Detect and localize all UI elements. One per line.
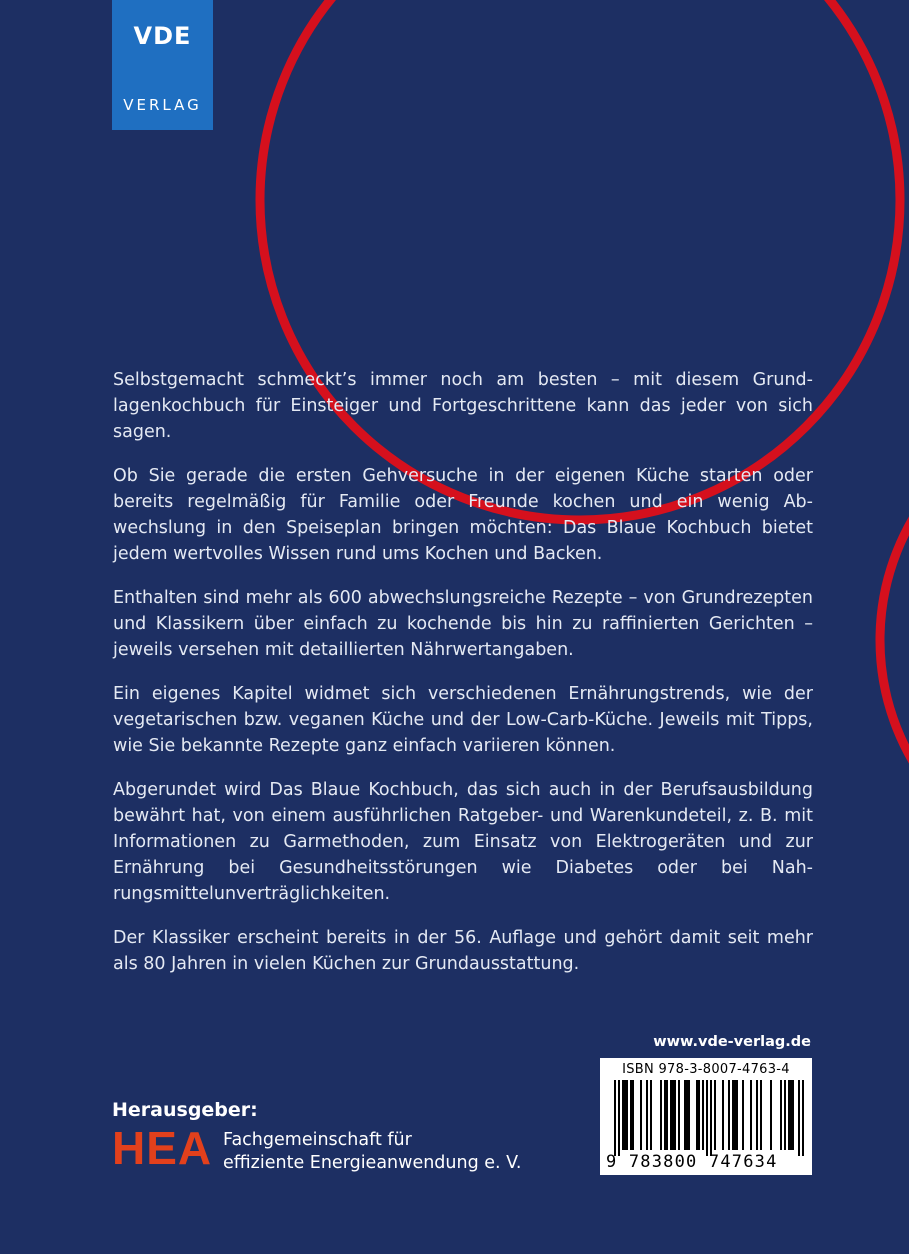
barcode-bar (674, 1080, 676, 1150)
isbn-barcode (600, 1058, 812, 1175)
barcode-bar (626, 1080, 628, 1150)
blurb-paragraph-5: Abgerundet wird Das Blaue Kochbuch, das sich auch in der Berufsausbildung bewährt hat, von einem ausführlichen Ratgeber- und Warenkundeteil, z. B. mit Informationen zu Garmethoden, zum Einsatz von Elektrogeräten und zur Ernährung bei Gesundheitsstörungen wie Diabetes oder bei Nahrungsmittelunverträglichkeiten. (113, 780, 813, 904)
barcode-bar (710, 1080, 712, 1156)
barcode-bar (706, 1080, 708, 1156)
blurb-text (113, 367, 813, 995)
barcode-bar (672, 1080, 674, 1150)
ean-digits: 9 783800 747634 (606, 1152, 778, 1172)
barcode-bar (734, 1080, 736, 1150)
barcode-bar (640, 1080, 642, 1150)
barcode-bar (784, 1080, 786, 1150)
blurb-paragraph-1: Selbstgemacht schmeckt’s immer noch am besten – mit diesem Grundlagenkochbuch für Einsteiger und Fortgeschrittene kann das jeder von sich sagen. (113, 370, 813, 442)
barcode-bar (646, 1080, 648, 1150)
isbn-number: ISBN 978-3-8007-4763-4 (622, 1062, 790, 1077)
barcode-bar (670, 1080, 672, 1150)
barcode-bar (618, 1080, 620, 1156)
barcode-bar (756, 1080, 758, 1150)
barcode-bar (684, 1080, 686, 1150)
barcode-bar (732, 1080, 734, 1150)
barcode-bar (686, 1080, 688, 1150)
barcode-bar (798, 1080, 800, 1156)
barcode-bar (760, 1080, 762, 1150)
blurb-paragraph-3: Enthalten sind mehr als 600 abwechslungsreiche Rezepte – von Grundrezepten und Klassikern über einfach zu kochende bis hin zu raffinierten Gerichten – jeweils versehen mit detaillierten Nährwertangaben. (113, 588, 813, 660)
barcode-bar (714, 1080, 716, 1150)
blurb-paragraph-2: Ob Sie gerade die ersten Gehversuche in der eigenen Küche starten oder bereits regelmäßig für Familie oder Freunde kochen und ein wenig Abwechslung in den Speiseplan bringen möchten: Das Blaue Kochbuch bietet jedem wertvolles Wissen rund ums Kochen und Backen. (113, 466, 813, 564)
barcode-bar (696, 1080, 698, 1150)
barcode-bar (624, 1080, 626, 1150)
barcode-bar (666, 1080, 668, 1150)
vde-logo-imprint: VERLAG (123, 96, 202, 114)
vde-verlag-logo (112, 0, 213, 130)
barcode-bar (728, 1080, 730, 1150)
barcode-bar (802, 1080, 804, 1156)
barcode-bar (664, 1080, 666, 1150)
blurb-paragraph-4: Ein eigenes Kapitel widmet sich verschiedenen Ernährungstrends, wie der vegetarischen bzw. veganen Küche und der Low-Carb-Küche. Jeweils mit Tipps, wie Sie bekannte Rezepte ganz einfach variieren können. (113, 684, 813, 756)
blurb-paragraph-6: Der Klassiker erscheint bereits in der 56. Auflage und gehört damit seit mehr als 80 Jahren in vielen Küchen zur Grundausstattung. (113, 928, 813, 974)
barcode-bar (750, 1080, 752, 1150)
barcode-bar (702, 1080, 704, 1150)
barcode-bar (622, 1080, 624, 1150)
publisher-name-line-1: Fachgemeinschaft für (223, 1130, 412, 1150)
barcode-bar (770, 1080, 772, 1150)
barcode-bar (742, 1080, 744, 1150)
barcode-bar (678, 1080, 680, 1150)
barcode-bar (630, 1080, 632, 1150)
barcode-bar (698, 1080, 700, 1150)
vde-logo-brand: VDE (133, 22, 192, 50)
publisher-heading: Herausgeber: (112, 1099, 258, 1121)
barcode-bar (788, 1080, 790, 1150)
barcode-bar (722, 1080, 724, 1150)
website-link[interactable]: www.vde-verlag.de (653, 1034, 811, 1050)
barcode-bar (736, 1080, 738, 1150)
barcode-bar (780, 1080, 782, 1150)
hea-logo: HEA (112, 1122, 213, 1174)
barcode-bar (614, 1080, 616, 1156)
barcode-bar (660, 1080, 662, 1150)
publisher-name-line-2: effiziente Energieanwendung e. V. (223, 1153, 522, 1173)
red-arc-lower (880, 400, 909, 880)
barcode-bar (650, 1080, 652, 1150)
publisher-block (112, 1099, 582, 1179)
barcode-bar (688, 1080, 690, 1150)
barcode-bar (792, 1080, 794, 1150)
barcode-bar (632, 1080, 634, 1150)
barcode-bar (790, 1080, 792, 1150)
